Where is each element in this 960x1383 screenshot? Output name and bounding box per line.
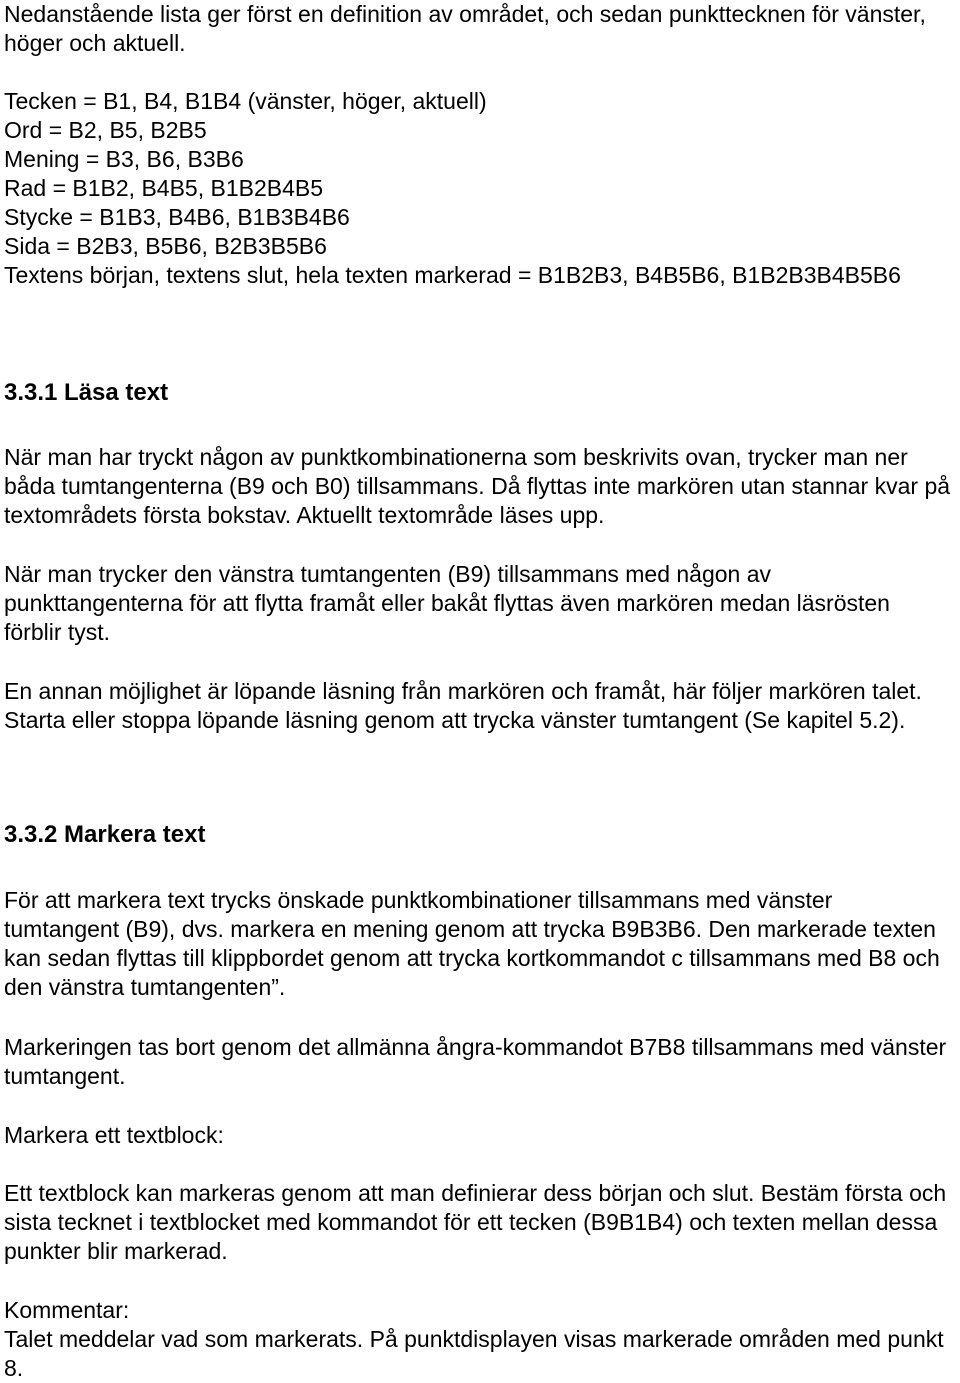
- paragraph: Ett textblock kan markeras genom att man definierar dess början och slut. Bestäm första och sista tecknet i textblocket med kommandot för ett tecken (B9B1B4) och texten mellan dessa punkter blir markerad.: [4, 1180, 947, 1264]
- paragraph: För att markera text trycks önskade punktkombinationer tillsammans med vänster tumtangent (B9), dvs. markera en mening genom att trycka B9B3B6. Den markerade texten kan sedan flyttas till klippbordet genom att trycka kortkommandot c tillsammans med B8 och den vänstra tumtangenten”.: [4, 887, 940, 1000]
- definition-item: Stycke = B1B3, B4B6, B1B3B4B6: [4, 204, 350, 230]
- comment-text: Talet meddelar vad som markerats. På punktdisplayen visas markerade områden med punkt 8.: [4, 1326, 944, 1381]
- comment-block: [4, 1296, 952, 1383]
- section-heading-mark-text: 3.3.2 Markera text: [4, 821, 206, 848]
- definition-item: Rad = B1B2, B4B5, B1B2B4B5: [4, 175, 324, 201]
- definition-item: Ord = B2, B5, B2B5: [4, 117, 207, 143]
- paragraph: En annan möjlighet är löpande läsning från markören och framåt, här följer markören talet. Starta eller stoppa löpande läsning genom att trycka vänster tumtangent (Se kapitel 5.2).: [4, 678, 922, 733]
- section-heading-read-text: 3.3.1 Läsa text: [4, 379, 169, 406]
- subheading-text-block: Markera ett textblock:: [4, 1122, 224, 1148]
- intro-paragraph: Nedanstående lista ger först en definition av området, och sedan punkttecknen för vänster, höger och aktuell.: [4, 1, 926, 56]
- definition-list: [4, 87, 952, 290]
- comment-label: Kommentar:: [4, 1297, 130, 1323]
- definition-item: Tecken = B1, B4, B1B4 (vänster, höger, aktuell): [4, 88, 487, 114]
- definition-item: Sida = B2B3, B5B6, B2B3B5B6: [4, 233, 327, 259]
- definition-item: Textens början, textens slut, hela texten markerad = B1B2B3, B4B5B6, B1B2B3B4B5B6: [4, 262, 901, 288]
- paragraph: När man har tryckt någon av punktkombinationerna som beskrivits ovan, trycker man ner båda tumtangenterna (B9 och B0) tillsammans. Då flyttas inte markören utan stannar kvar på textområdets första bokstav. Aktuellt textområde läses upp.: [4, 444, 951, 528]
- definition-item: Mening = B3, B6, B3B6: [4, 146, 244, 172]
- paragraph: Markeringen tas bort genom det allmänna ångra-kommandot B7B8 tillsammans med vänster tumtangent.: [4, 1034, 947, 1089]
- paragraph: När man trycker den vänstra tumtangenten (B9) tillsammans med någon av punkttangenterna för att flytta framåt eller bakåt flyttas även markören medan läsrösten förblir tyst.: [4, 561, 890, 645]
